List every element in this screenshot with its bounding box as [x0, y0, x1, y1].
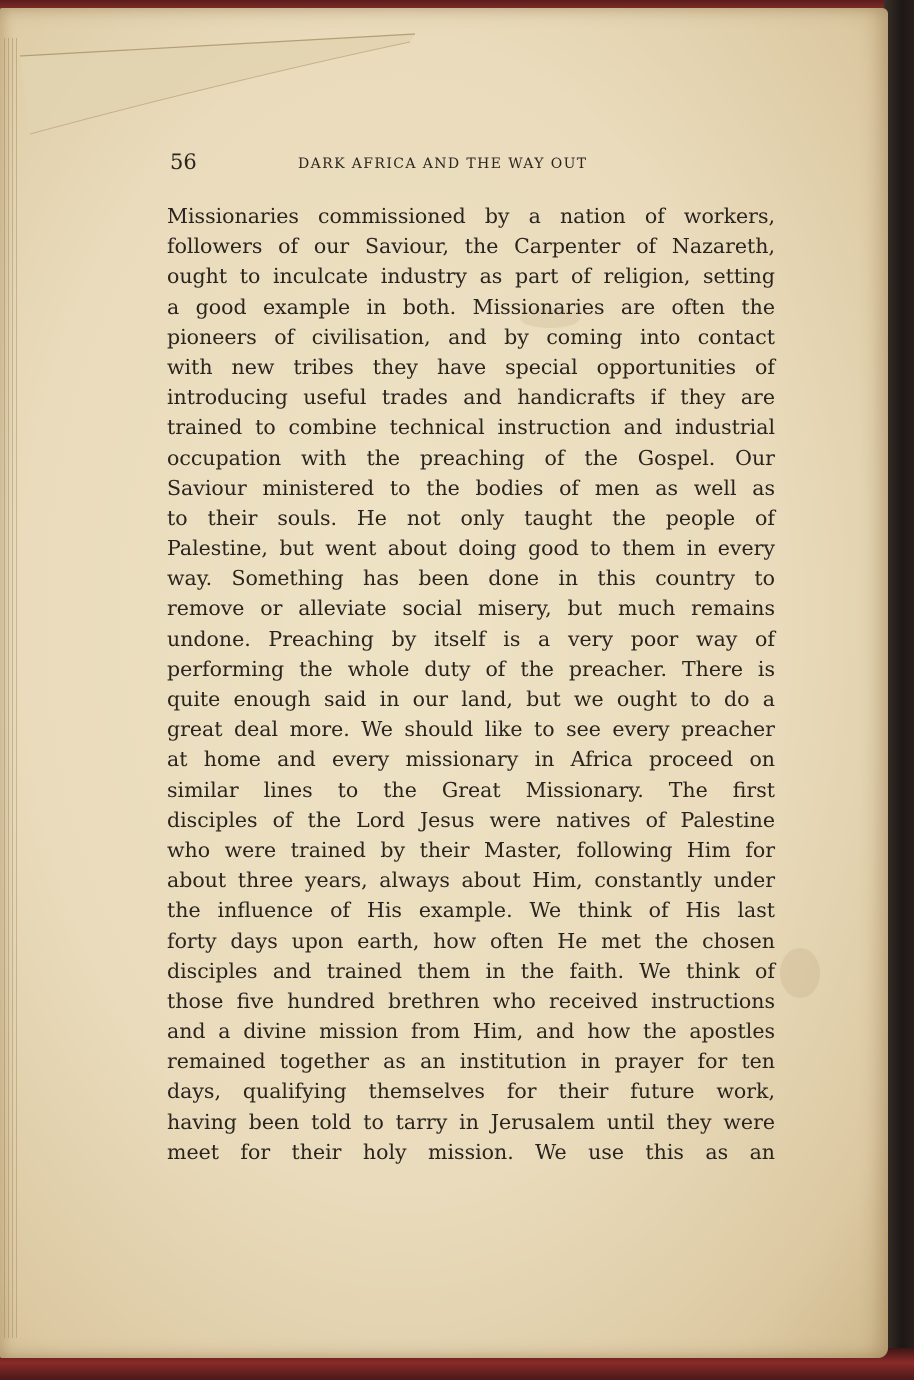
- running-title: DARK AFRICA AND THE WAY OUT: [298, 156, 588, 172]
- text-line: great deal more. We should like to see every preacher: [167, 717, 775, 742]
- text-line: pioneers of civilisation, and by coming into contact: [167, 324, 775, 349]
- text-line: disciples and trained them in the faith. We think of: [167, 958, 775, 983]
- text-line: quite enough said in our land, but we ought to do a: [167, 687, 775, 711]
- text-line: to their souls. He not only taught the people of: [167, 505, 775, 530]
- text-line: similar lines to the Great Missionary. The first: [167, 777, 775, 802]
- text-line: trained to combine technical instruction and industrial: [167, 415, 775, 440]
- text-line: undone. Preaching by itself is a very poor way of: [167, 626, 775, 651]
- page-stack-edges: [4, 38, 18, 1338]
- text-line: the influence of His example. We think of His last: [167, 898, 775, 923]
- text-line: having been told to tarry in Jerusalem until they were: [167, 1109, 775, 1134]
- text-line: days, qualifying themselves for their future work,: [167, 1079, 775, 1104]
- text-line: forty days upon earth, how often He met the chosen: [167, 928, 775, 953]
- torn-paper-fold: [20, 16, 420, 136]
- text-line: Missionaries commissioned by a nation of workers,: [167, 204, 775, 228]
- text-line: disciples of the Lord Jesus were natives of Palestine: [167, 807, 775, 832]
- text-line: performing the whole duty of the preacher. There is: [167, 656, 775, 681]
- text-line: at home and every missionary in Africa proceed on: [167, 747, 775, 772]
- text-line: remove or alleviate social misery, but much remains: [167, 596, 775, 621]
- text-line: those five hundred brethren who received instructions: [167, 988, 775, 1013]
- text-line: occupation with the preaching of the Gospel. Our: [167, 445, 775, 470]
- text-line: with new tribes they have special opportunities of: [167, 354, 775, 379]
- body-text: [167, 201, 775, 1167]
- text-line: who were trained by their Master, following Him for: [167, 837, 775, 862]
- paper-stain: [780, 948, 820, 998]
- text-line: remained together as an institution in prayer for ten: [167, 1049, 775, 1074]
- text-line: way. Something has been done in this country to: [167, 566, 775, 591]
- text-line: about three years, always about Him, constantly under: [167, 868, 775, 893]
- text-line: Palestine, but went about doing good to them in every: [167, 536, 775, 561]
- text-line: followers of our Saviour, the Carpenter of Nazareth,: [167, 234, 775, 259]
- text-line: and a divine mission from Him, and how the apostles: [167, 1019, 775, 1044]
- running-header: [170, 148, 770, 178]
- text-line: meet for their holy mission. We use this as an: [167, 1139, 775, 1164]
- book-spine-edge: [884, 0, 914, 1380]
- text-line: introducing useful trades and handicrafts if they are: [167, 385, 775, 410]
- page-sheet: [0, 8, 888, 1358]
- text-line: ought to inculcate industry as part of religion, setting: [167, 264, 775, 289]
- text-line: a good example in both. Missionaries are often the: [167, 294, 775, 319]
- text-line: Saviour ministered to the bodies of men as well as: [167, 475, 775, 500]
- page-number: 56: [170, 150, 197, 174]
